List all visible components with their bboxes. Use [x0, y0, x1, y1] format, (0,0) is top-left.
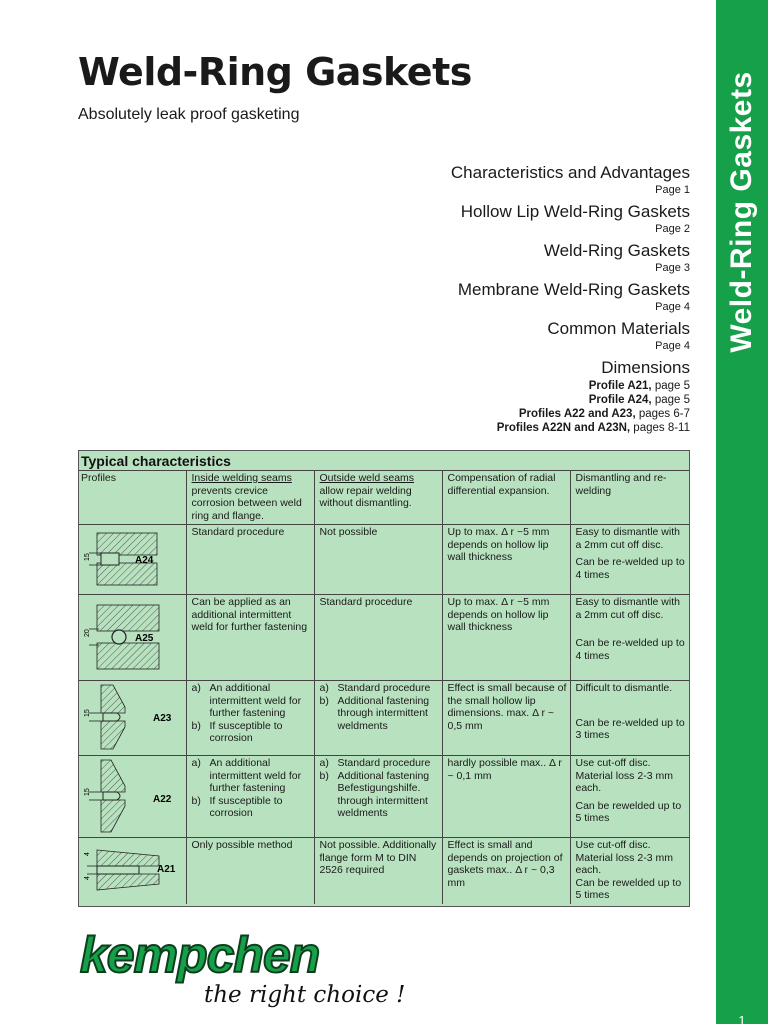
cell-outside	[314, 681, 442, 756]
table-title: Typical characteristics	[81, 453, 231, 469]
inside-options-list	[192, 682, 311, 745]
toc-section-page: Page 4	[655, 340, 690, 352]
profile-a24-drawing	[79, 525, 185, 593]
characteristics-table-box	[78, 450, 690, 907]
header-profiles: Profiles	[79, 471, 186, 525]
toc-section-title[interactable]: Common Materials	[547, 319, 690, 338]
profile-cell	[79, 838, 186, 904]
list-item: b) If susceptible to corrosion	[191, 719, 283, 744]
toc-profile-label: Profile A21,	[588, 380, 652, 392]
list-item: a) An additional intermittent weld for further fastening	[191, 757, 302, 794]
cell-inside: Can be applied as an additional intermittent weld for further fastening	[186, 595, 314, 681]
profile-label: A22	[153, 794, 172, 805]
cell-dismantling	[570, 838, 689, 904]
dismantling-text: Use cut-off disc. Material loss 2-3 mm each.	[575, 839, 673, 876]
list-item: a) Standard procedure	[319, 757, 431, 769]
side-band	[716, 0, 768, 1024]
profile-label: A25	[135, 633, 154, 644]
side-band-title: Weld-Ring Gaskets	[725, 71, 758, 353]
toc-profile-entry[interactable]	[290, 421, 690, 435]
table-of-contents	[290, 162, 690, 435]
dim-label: 4	[84, 876, 91, 880]
profile-a23-drawing	[79, 681, 185, 754]
outside-options-list	[320, 682, 439, 732]
rewelding-text: Can be re-welded up to 4 times	[575, 637, 685, 662]
toc-section-page: Page 4	[655, 301, 690, 313]
profile-cell	[79, 525, 186, 595]
inside-options-list	[192, 757, 311, 820]
dim-label: 15	[84, 709, 91, 717]
toc-profile-label: Profile A24,	[588, 394, 652, 406]
toc-section-page: Page 2	[655, 223, 690, 235]
toc-section-title[interactable]: Characteristics and Advantages	[450, 163, 690, 182]
cell-dismantling	[570, 525, 689, 595]
list-item: b) Additional fastening through intermittent weldments	[319, 694, 430, 732]
rewelding-text: Can be rewelded up to 5 times	[575, 876, 682, 901]
table-row	[79, 756, 689, 838]
table-row	[79, 681, 689, 756]
list-item: a) Standard procedure	[319, 682, 431, 694]
table-row	[79, 838, 689, 904]
toc-profile-label: Profiles A22N and A23N,	[496, 422, 631, 434]
dismantling-text: Difficult to dismantle.	[575, 682, 673, 694]
rewelding-text: Can be re-welded up to 3 times	[575, 716, 685, 741]
cell-dismantling	[570, 756, 689, 838]
page-title: Weld-Ring Gaskets	[78, 50, 472, 94]
header-outside-title: Outside weld seams	[319, 472, 415, 484]
page-subtitle: Absolutely leak proof gasketing	[78, 106, 300, 123]
cell-inside	[186, 681, 314, 756]
list-item: b) Additional fastening Befestigungshilfe. through intermittent weldments	[319, 769, 430, 819]
dim-label: 20	[84, 629, 91, 637]
cell-inside: Standard procedure	[186, 525, 314, 595]
header-inside-text: prevents crevice corrosion between weld ring and flange.	[191, 484, 302, 522]
page-number: 1	[738, 1013, 746, 1024]
dim-label: 4	[84, 852, 91, 856]
profile-a25-drawing	[79, 595, 185, 679]
header-outside	[314, 471, 442, 525]
rewelding-text: Can be rewelded up to 5 times	[575, 799, 682, 824]
logo-tagline: the right choice !	[204, 982, 406, 1008]
cell-dismantling	[570, 681, 689, 756]
toc-profile-entry[interactable]	[290, 393, 690, 407]
profile-a22-drawing	[79, 756, 185, 836]
toc-section-page: Page 1	[655, 184, 690, 196]
toc-profile-pages: pages 6-7	[635, 408, 690, 420]
toc-profile-pages: page 5	[651, 394, 690, 406]
profile-cell	[79, 756, 186, 838]
cell-outside: Standard procedure	[314, 595, 442, 681]
characteristics-table	[79, 470, 689, 904]
profile-label: A21	[157, 864, 176, 875]
toc-section-title[interactable]: Hollow Lip Weld-Ring Gaskets	[460, 202, 690, 221]
list-item: b) If susceptible to corrosion	[191, 794, 283, 819]
header-dismantling: Dismantling and re-welding	[570, 471, 689, 525]
toc-profile-label: Profiles A22 and A23,	[518, 408, 636, 420]
cell-outside: Not possible	[314, 525, 442, 595]
header-outside-text: allow repair welding without dismantling.	[319, 484, 412, 509]
dim-label: 15	[84, 553, 91, 561]
toc-section-title[interactable]: Membrane Weld-Ring Gaskets	[457, 280, 690, 299]
cell-compensation: Effect is small because of the small hollow lip dimensions. max. Δ r ~ 0,5 mm	[442, 681, 570, 756]
list-item: a) An additional intermittent weld for further fastening	[191, 682, 302, 719]
dismantling-text: Use cut-off disc. Material loss 2-3 mm each.	[575, 757, 673, 794]
profile-cell	[79, 681, 186, 756]
cell-compensation: Up to max. Δ r ~5 mm depends on hollow lip wall thickness	[442, 595, 570, 681]
table-row	[79, 525, 689, 595]
cell-outside: Not possible. Additionally flange form M to DIN 2526 required	[314, 838, 442, 904]
header-inside-title: Inside welding seams	[191, 472, 292, 484]
cell-dismantling	[570, 595, 689, 681]
cell-compensation: Effect is small and depends on projection of gaskets max.. Δ r ~ 0,3 mm	[442, 838, 570, 904]
rewelding-text: Can be re-welded up to 4 times	[575, 556, 685, 581]
dim-label: 15	[84, 788, 91, 796]
profile-label: A23	[153, 713, 172, 724]
profile-cell	[79, 595, 186, 681]
outside-options-list	[320, 757, 439, 820]
logo-wordmark: kempchen	[80, 927, 320, 983]
cell-inside	[186, 756, 314, 838]
cell-outside	[314, 756, 442, 838]
company-logo	[80, 926, 410, 1016]
toc-profile-entry[interactable]	[290, 379, 690, 393]
dismantling-text: Easy to dismantle with a 2mm cut off disc.	[575, 526, 680, 551]
toc-profile-entry[interactable]	[290, 407, 690, 421]
table-header-row	[79, 471, 689, 525]
toc-profile-pages: pages 8-11	[630, 422, 690, 434]
header-compensation: Compensation of radial differential expansion.	[442, 471, 570, 525]
toc-section-page: Page 3	[655, 262, 690, 274]
cell-compensation: Up to max. Δ r ~5 mm depends on hollow lip wall thickness	[442, 525, 570, 595]
table-row	[79, 595, 689, 681]
profile-label: A24	[135, 555, 154, 566]
cell-inside: Only possible method	[186, 838, 314, 904]
dismantling-text: Easy to dismantle with a 2mm cut off disc.	[575, 596, 680, 621]
toc-profile-pages: page 5	[651, 380, 690, 392]
toc-section-title[interactable]: Weld-Ring Gaskets	[543, 241, 690, 260]
cell-compensation: hardly possible max.. Δ r ~ 0,1 mm	[442, 756, 570, 838]
profile-a21-drawing	[79, 838, 185, 902]
toc-section-title[interactable]: Dimensions	[601, 358, 690, 377]
header-inside	[186, 471, 314, 525]
